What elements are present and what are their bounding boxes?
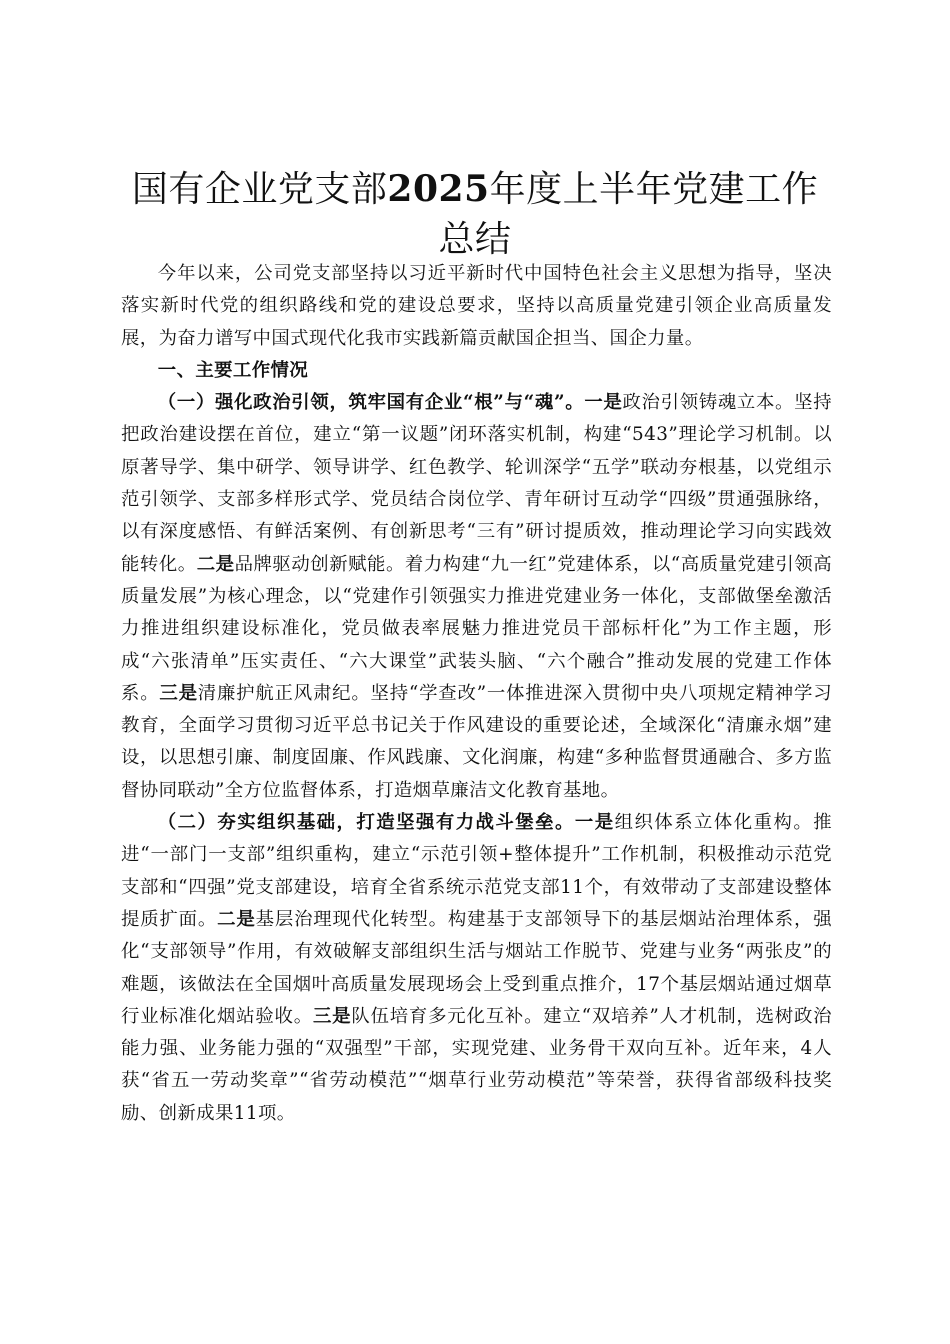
part1-text-3: 清廉护航正风肃纪。坚持“学查改”一体推进深入贯彻中央八项规定精神学习教育，全面学习贯彻习近平总书记关于作风建设的重要论述，全域深化“清廉永烟”建设，以思想引廉、制度固廉、作风践廉、文化润廉，构建“多种监督贯通融合、多方监督协同联动”全方位监督体系，打造烟草廉洁文化教育基地。 xyxy=(121,682,832,801)
part2-marker-1: 一是 xyxy=(574,812,615,834)
part1-text-1: 政治引领铸魂立本。坚持把政治建设摆在首位，建立“第一议题”闭环落实机制，构建“543”理论学习机制。以原著导学、集中研学、领导讲学、红色教学、轮训深学“五学”联动夯根基，以党组示范引领学、支部多样形式学、党员结合岗位学、青年研讨互动学“四级”贯通强脉络，以有深度感悟、有鲜活案例、有创新思考“三有”研讨提质效，推动理论学习向实践效能转化。 xyxy=(121,392,832,575)
part1-text-2: 品牌驱动创新赋能。着力构建“九一红”党建体系，以“高质量党建引领高质量发展”为核心理念，以“党建作引领强实力推进党建业务一体化，支部做堡垒激活力推进组织建设标准化，党员做表率展魅力推进党员干部标杆化”为工作主题，形成“六张清单”压实责任、“六大课堂”武装头脑、“六个融合”推动发展的党建工作体系。 xyxy=(121,553,832,704)
part2-marker-3: 三是 xyxy=(312,1005,352,1027)
part2-text-1: 组织体系立体化重构。推进“一部门一支部”组织重构，建立“示范引领+整体提升”工作机制，积极推动示范党支部和“四强”党支部建设，培育全省系统示范党支部11个，有效带动了支部建设整体提质扩面。 xyxy=(121,812,833,930)
title-year: 2025 xyxy=(387,168,490,210)
section-heading: 一、主要工作情况 xyxy=(157,359,309,381)
part2-marker-2: 二是 xyxy=(217,908,256,930)
part2-text-2: 基层治理现代化转型。构建基于支部领导下的基层烟站治理体系，强化“支部领导”作用，有效破解支部组织生活与烟站工作脱节、党建与业务“两张皮”的难题，该做法在全国烟叶高质量发展现场会上受到重点推介，17个基层烟站通过烟草行业标准化烟站验收。 xyxy=(121,908,832,1027)
title-pre: 国有企业党支部 xyxy=(131,169,388,210)
part1-marker-1: 一是 xyxy=(584,392,623,414)
part2-heading: （二）夯实组织基础，打造坚强有力战斗堡垒。 xyxy=(157,812,575,834)
part1-paragraph xyxy=(121,387,832,807)
part1-marker-3: 三是 xyxy=(159,682,198,704)
part2-text-3: 队伍培育多元化互补。建立“双培养”人才机制，选树政治能力强、业务能力强的“双强型”干部，实现党建、业务骨干双向互补。近年来，4人获“省五一劳动奖章”“省劳动模范”“烟草行业劳动模范”等荣誉，获得省部级科技奖励、创新成果11项。 xyxy=(121,1005,832,1124)
part1-marker-2: 二是 xyxy=(196,553,235,575)
document-title xyxy=(120,164,830,265)
part2-paragraph xyxy=(121,807,832,1130)
title-post: 年度上半年党建工作总结 xyxy=(438,169,819,260)
intro-paragraph: 今年以来，公司党支部坚持以习近平新时代中国特色社会主义思想为指导，坚决落实新时代党的组织路线和党的建设总要求，坚持以高质量党建引领企业高质量发展，为奋力谱写中国式现代化我市实践新篇贡献国企担当、国企力量。 xyxy=(121,263,832,349)
document-body xyxy=(121,258,832,1130)
part1-heading: （一）强化政治引领，筑牢国有企业“根”与“魂”。 xyxy=(157,392,585,414)
